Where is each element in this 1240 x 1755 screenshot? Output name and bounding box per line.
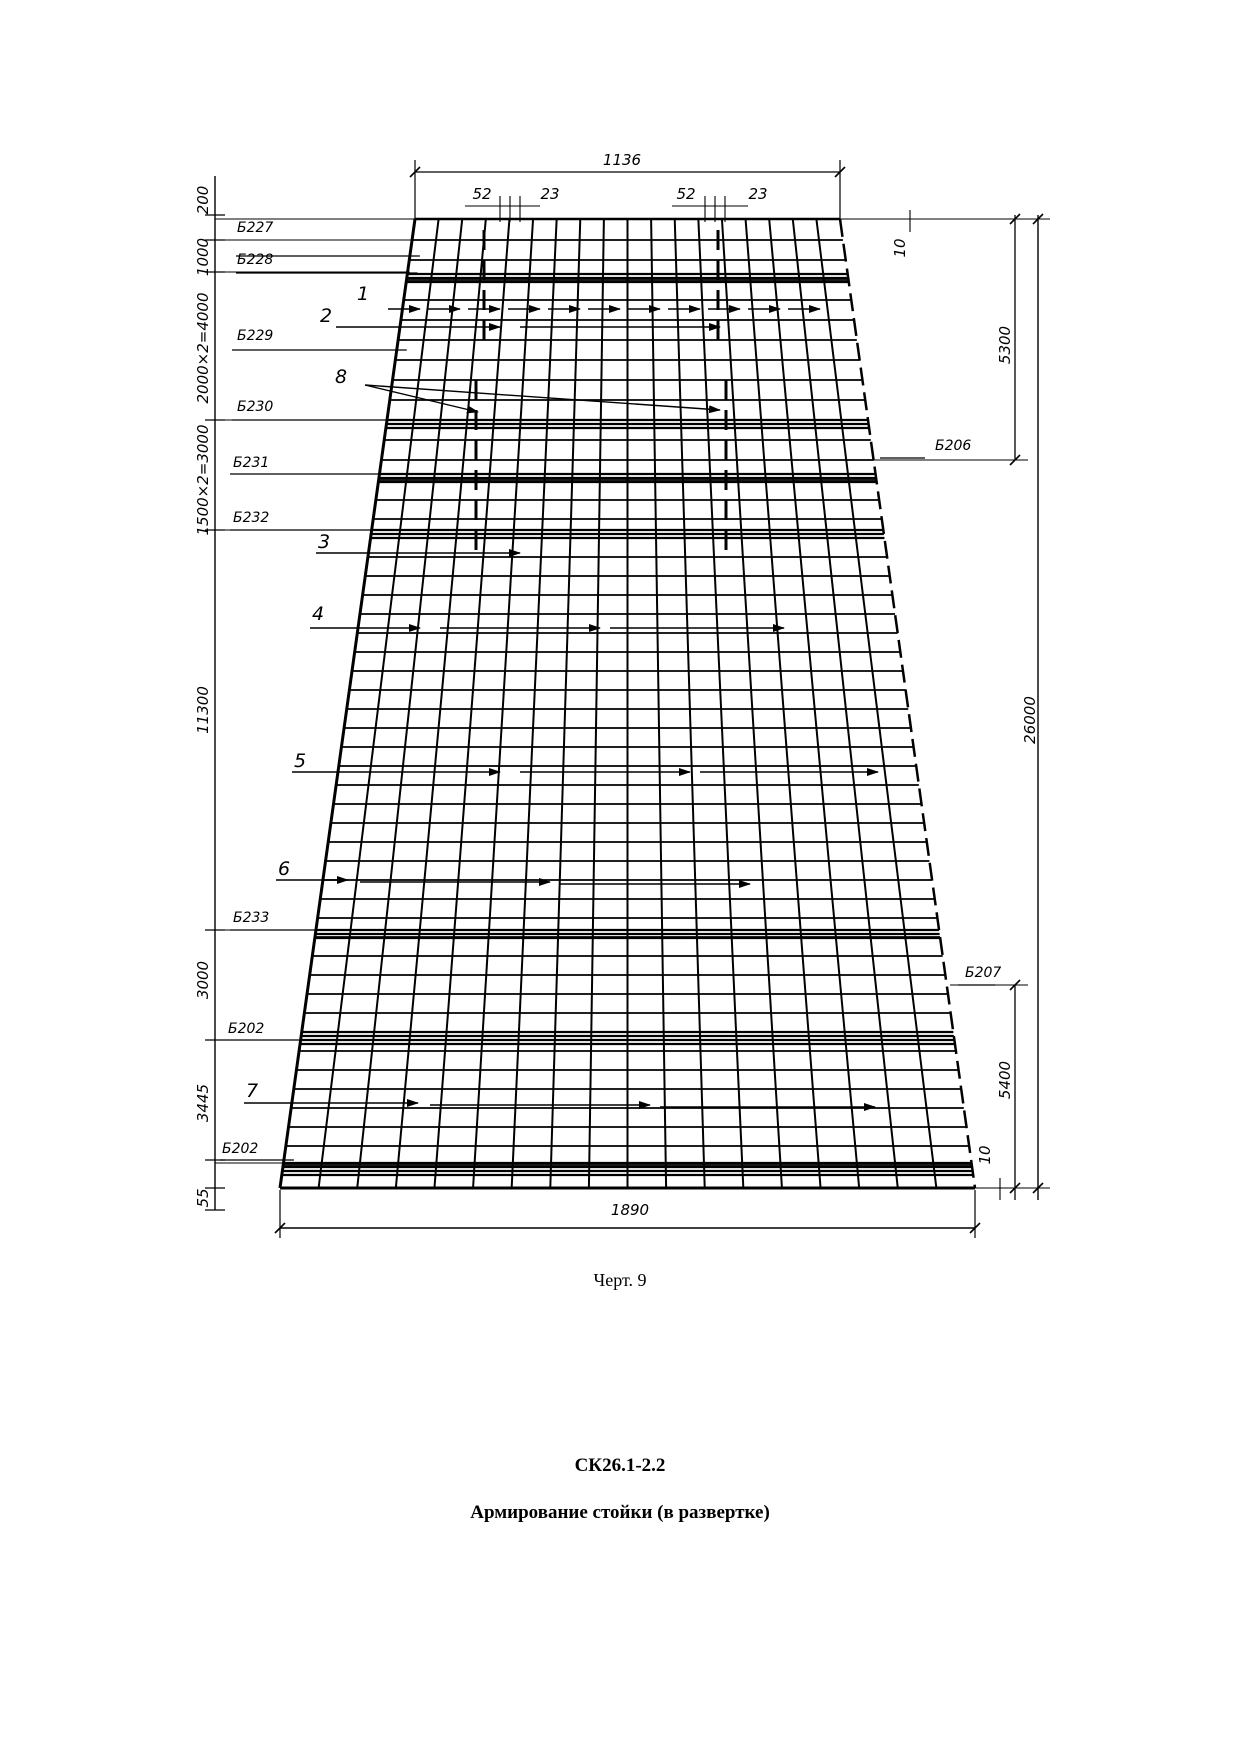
figure-caption: Черт. 9	[593, 1270, 647, 1290]
position-7: 7	[246, 1080, 259, 1102]
position-2: 2	[320, 305, 333, 327]
mark-b202-upper: Б202	[228, 1021, 265, 1037]
dim-right-5300: 5300	[996, 325, 1014, 365]
longitudinal-bar	[473, 219, 533, 1188]
dim-left-1000: 1000	[194, 237, 212, 277]
longitudinal-bar	[512, 219, 557, 1188]
longitudinal-bar	[722, 219, 782, 1188]
mark-b227: Б227	[237, 220, 274, 236]
longitudinal-bar	[550, 219, 580, 1188]
longitudinal-bar	[589, 219, 604, 1188]
dim-right-5400: 5400	[996, 1060, 1014, 1100]
longitudinal-bar	[816, 219, 936, 1188]
longitudinal-bar	[675, 219, 705, 1188]
dim-left-11300: 11300	[194, 686, 212, 734]
longitudinal-bar	[651, 219, 666, 1188]
dim-left-200: 200	[194, 185, 212, 215]
longitudinal-bar	[319, 219, 439, 1188]
mark-b206: Б206	[935, 438, 972, 454]
mark-b232: Б232	[233, 510, 270, 526]
document-title: Армирование стойки (в развертке)	[470, 1502, 770, 1523]
position-8: 8	[335, 366, 348, 388]
dim-right-10-bottom: 10	[976, 1145, 994, 1165]
position-1: 1	[357, 283, 370, 305]
reinforcement-mesh	[280, 219, 975, 1188]
mark-b202-lower: Б202	[222, 1141, 259, 1157]
document-code: СК26.1-2.2	[574, 1455, 666, 1476]
position-4: 4	[312, 603, 325, 625]
dim-right-26000: 26000	[1021, 696, 1039, 744]
dim-left-3000-lower: 3000	[194, 960, 212, 1000]
dim-spacing-52-right: 52	[676, 185, 696, 203]
dim-spacing-52-left: 52	[472, 185, 492, 203]
position-3: 3	[318, 531, 331, 553]
mesh-left-edge	[280, 219, 415, 1188]
dim-left-3445: 3445	[194, 1083, 212, 1123]
dim-spacing-23-left: 23	[540, 185, 560, 203]
dim-overall-bottom: 1890	[610, 1201, 650, 1219]
mark-b231: Б231	[233, 455, 270, 471]
position-6: 6	[278, 858, 291, 880]
mark-b229: Б229	[237, 328, 274, 344]
longitudinal-bar	[698, 219, 743, 1188]
position-5: 5	[294, 750, 307, 772]
mark-b233: Б233	[233, 910, 270, 926]
dim-left-3000: 1500×2=3000	[194, 424, 212, 536]
dim-left-55: 55	[194, 1188, 212, 1208]
mark-b207: Б207	[965, 965, 1002, 981]
dim-overall-top: 1136	[602, 151, 642, 169]
mesh-right-edge	[840, 219, 975, 1188]
dim-right-10-top: 10	[891, 238, 909, 258]
mark-b228: Б228	[237, 252, 274, 268]
mark-b230: Б230	[237, 399, 274, 415]
dim-spacing-23-right: 23	[748, 185, 768, 203]
dim-left-4000: 2000×2=4000	[194, 292, 212, 404]
